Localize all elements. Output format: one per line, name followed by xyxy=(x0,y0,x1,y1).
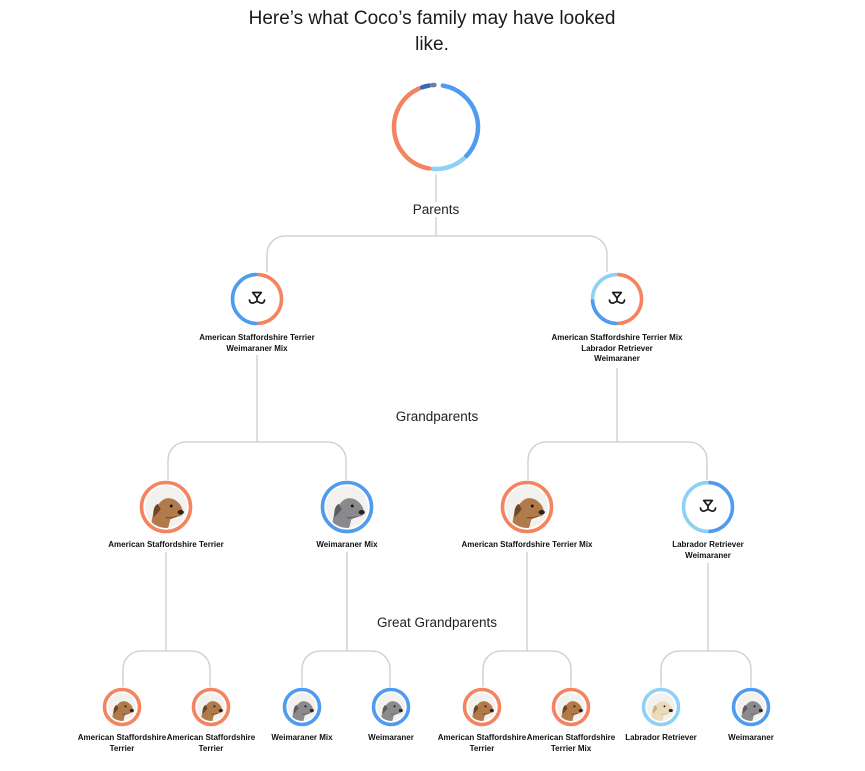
great-grandparent-node-3[interactable] xyxy=(282,687,322,727)
great-grandparent-label-6 xyxy=(526,733,616,754)
generation-label-parents: Parents xyxy=(410,202,463,217)
grandparent-node-3[interactable] xyxy=(500,480,554,534)
breed-name: Weimaraner xyxy=(685,550,731,560)
great-grandparent-node-1[interactable] xyxy=(102,687,142,727)
great-grandparent-node-6[interactable] xyxy=(551,687,591,727)
amstaff-photo-icon xyxy=(506,486,548,528)
generation-label-great-grandparents: Great Grandparents xyxy=(374,615,500,630)
breed-name: Labrador Retriever xyxy=(625,733,697,742)
breed-name: American Staffordshire Terrier xyxy=(77,733,167,753)
avatar xyxy=(737,693,765,721)
weimaraner-photo-icon xyxy=(737,693,765,721)
great-grandparent-node-8[interactable] xyxy=(731,687,771,727)
great-grandparent-node-2[interactable] xyxy=(191,687,231,727)
grandparent-node-1[interactable] xyxy=(139,480,193,534)
amstaff-photo-icon xyxy=(557,693,585,721)
great-grandparent-label-5 xyxy=(437,733,527,754)
parent-label-1 xyxy=(199,333,314,354)
great-grandparent-node-7[interactable] xyxy=(641,687,681,727)
great-grandparent-label-7 xyxy=(625,733,697,744)
parent-label-2 xyxy=(551,333,682,365)
avatar xyxy=(687,486,729,528)
breed-name: American Staffordshire Terrier Mix xyxy=(526,733,616,753)
avatar xyxy=(468,693,496,721)
grandparent-label-3 xyxy=(461,540,592,551)
grandparent-node-2[interactable] xyxy=(320,480,374,534)
dog-nose-icon xyxy=(604,286,630,312)
great-grandparent-label-8 xyxy=(728,733,774,744)
amstaff-photo-icon xyxy=(468,693,496,721)
generation-label-grandparents: Grandparents xyxy=(393,409,482,424)
breed-name: American Staffordshire Terrier xyxy=(166,733,256,753)
weimaraner-photo-icon xyxy=(377,693,405,721)
avatar xyxy=(108,693,136,721)
amstaff-photo-icon xyxy=(197,693,225,721)
breed-name: Weimaraner xyxy=(368,733,414,742)
avatar xyxy=(377,693,405,721)
great-grandparent-label-3 xyxy=(271,733,332,744)
avatar xyxy=(506,486,548,528)
breed-name: American Staffordshire Terrier xyxy=(199,333,315,342)
dog-nose-icon xyxy=(695,494,721,520)
grandparent-label-1 xyxy=(108,540,223,551)
avatar xyxy=(145,486,187,528)
amstaff-photo-icon xyxy=(145,486,187,528)
great-grandparent-label-1 xyxy=(77,733,167,754)
avatar xyxy=(236,278,278,320)
avatar xyxy=(557,693,585,721)
grandparent-node-4[interactable] xyxy=(681,480,735,534)
avatar xyxy=(596,278,638,320)
breed-name: Labrador Retriever xyxy=(581,343,653,353)
breed-name: American Staffordshire Terrier xyxy=(437,733,527,753)
parent-node-2[interactable] xyxy=(590,272,644,326)
great-grandparent-label-2 xyxy=(166,733,256,754)
breed-name: Weimaraner Mix xyxy=(226,343,288,353)
parent-node-1[interactable] xyxy=(230,272,284,326)
breed-name: Weimaraner Mix xyxy=(316,540,378,549)
lab-photo-icon xyxy=(647,693,675,721)
weimaraner-photo-icon xyxy=(288,693,316,721)
breed-name: Labrador Retriever xyxy=(672,540,744,549)
page-title: Here’s what Coco’s family may have looked like. xyxy=(248,8,616,55)
breed-name: American Staffordshire Terrier Mix xyxy=(551,333,683,342)
coco-ancestry-ring[interactable] xyxy=(389,80,483,174)
weimaraner-photo-icon xyxy=(326,486,368,528)
ancestry-ring-segment xyxy=(422,86,429,88)
great-grandparent-label-4 xyxy=(368,733,414,744)
breed-name: Weimaraner xyxy=(594,354,640,363)
breed-name: Weimaraner xyxy=(728,733,774,742)
dog-nose-icon xyxy=(244,286,270,312)
avatar xyxy=(197,693,225,721)
breed-name: Weimaraner Mix xyxy=(271,733,333,742)
great-grandparent-node-4[interactable] xyxy=(371,687,411,727)
avatar xyxy=(288,693,316,721)
breed-name: American Staffordshire Terrier Mix xyxy=(461,540,593,549)
grandparent-label-2 xyxy=(316,540,377,551)
ancestry-ring-segment xyxy=(432,159,463,169)
avatar xyxy=(647,693,675,721)
grandparent-label-4 xyxy=(672,540,744,561)
amstaff-photo-icon xyxy=(108,693,136,721)
breed-name: American Staffordshire Terrier xyxy=(108,540,224,549)
ancestry-ring-segment xyxy=(394,89,429,169)
great-grandparent-node-5[interactable] xyxy=(462,687,502,727)
ancestry-ring-segment xyxy=(443,86,478,157)
avatar xyxy=(326,486,368,528)
